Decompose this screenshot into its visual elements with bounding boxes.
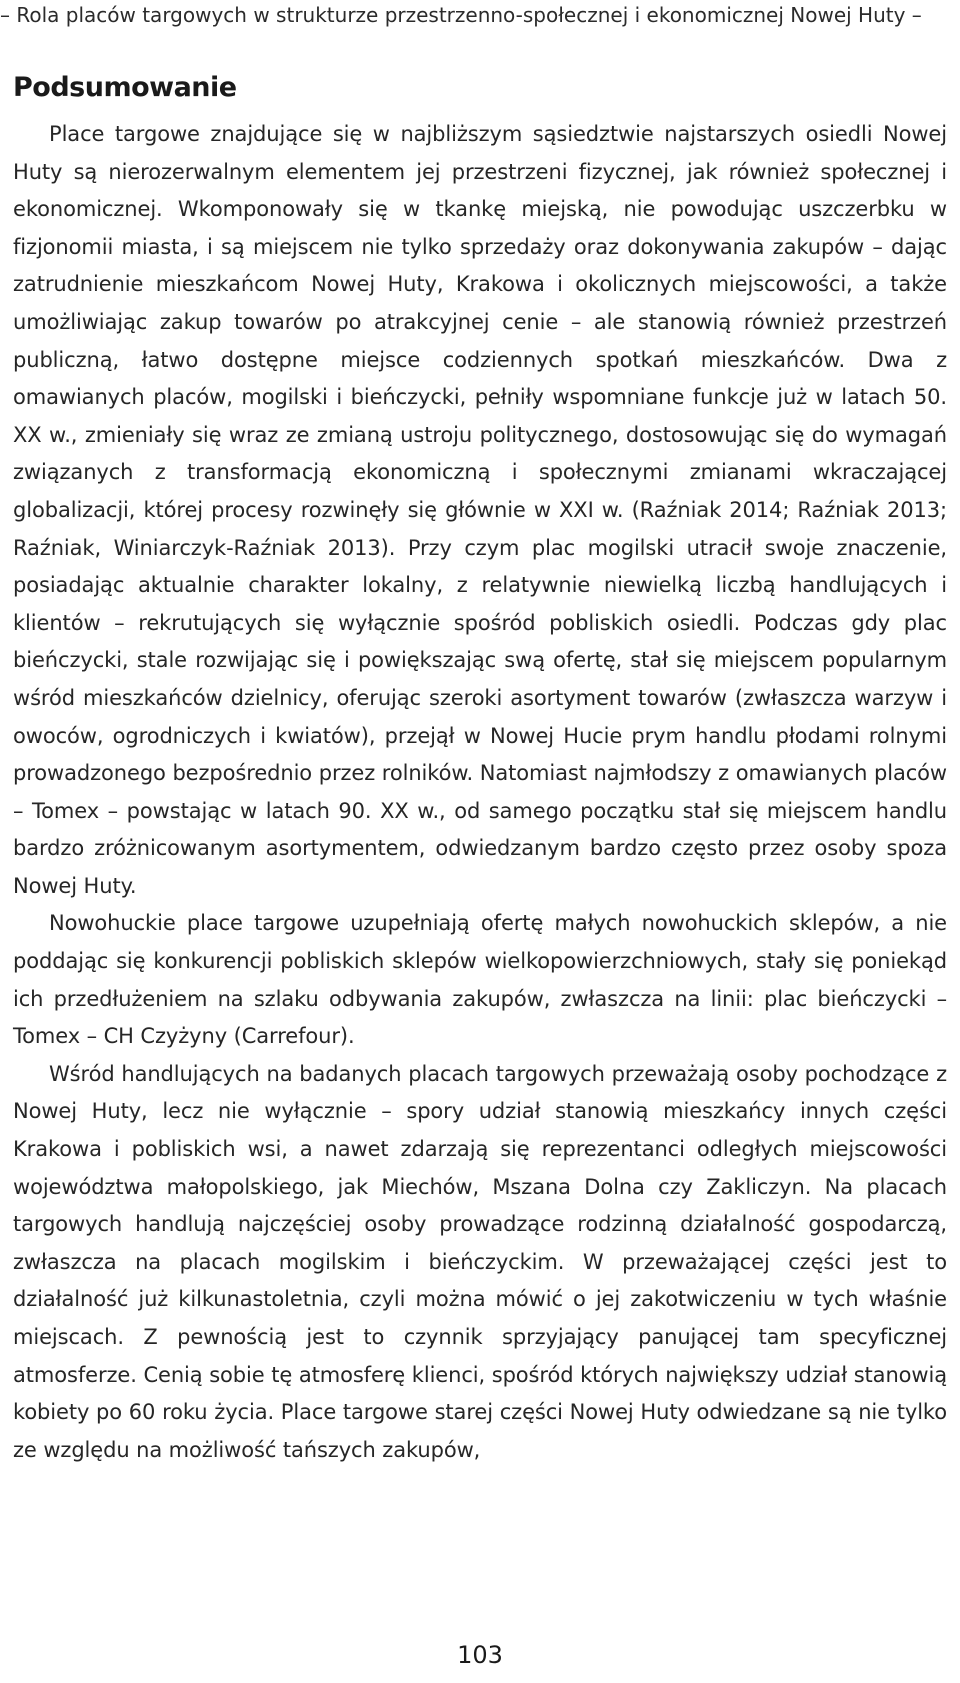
paragraph: Nowohuckie place targowe uzupełniają ofertę małych nowohuckich sklepów, a nie poddając się konkurencji pobliskich sklepów wielkopowierzchniowych, stały się poniekąd ich przedłużeniem na szlaku odbywania zakupów, zwłaszcza na linii: plac bieńczycki – Tomex – CH Czyżyny (Carrefour). [13, 911, 947, 1049]
page-number: 103 [457, 1641, 503, 1669]
section-title: Podsumowanie [13, 72, 237, 103]
running-header: – Rola placów targowych w strukturze przestrzenno-społecznej i ekonomicznej Nowej Huty – [0, 3, 922, 27]
paragraph: Wśród handlujących na badanych placach targowych przeważają osoby pochodzące z Nowej Huty, lecz nie wyłącznie – spory udział stanowią mieszkańcy innych części Krakowa i pobliskich wsi, a nawet zdarzają się reprezentanci odległych miejscowości województwa małopolskiego, jak Miechów, Mszana Dolna czy Zakliczyn. Na placach targowych handlują najczęściej osoby prowadzące rodzinną działalność gospodarczą, zwłaszcza na placach mogilskim i bieńczyckim. W przeważającej części jest to działalność już kilkunastoletnia, czyli można mówić o jej zakotwiczeniu w tych właśnie miejscach. Z pewnością jest to czynnik sprzyjający panującej tam specyficznej atmosferze. Cenią sobie tę atmosferę klienci, spośród których największy udział stanowią kobiety po 60 roku życia. Place targowe starej części Nowej Huty odwiedzane są nie tylko ze względu na możliwość tańszych zakupów, [13, 1061, 947, 1462]
body-text [13, 116, 947, 1469]
paragraph: Place targowe znajdujące się w najbliższym sąsiedztwie najstarszych osiedli Nowej Huty są nierozerwalnym elementem jej przestrzeni fizycznej, jak również społecznej i ekonomicznej. Wkomponowały się w tkankę miejską, nie powodując uszczerbku w fizjonomii miasta, i są miejscem nie tylko sprzedaży oraz dokonywania zakupów – dając zatrudnienie mieszkańcom Nowej Huty, Krakowa i okolicznych miejscowości, a także umożliwiając zakup towarów po atrakcyjnej cenie – ale stanowią również przestrzeń publiczną, łatwo dostępne miejsce codziennych spotkań mieszkańców. Dwa z omawianych placów, mogilski i bieńczycki, pełniły wspomniane funkcje już w latach 50. XX w., zmieniały się wraz ze zmianą ustroju politycznego, dostosowując się do wymagań związanych z transformacją ekonomiczną i społecznymi zmianami wkraczającej globalizacji, której procesy rozwinęły się głównie w XXI w. (Raźniak 2014; Raźniak 2013; Raźniak, Winiarczyk-Raźniak 2013). Przy czym plac mogilski utracił swoje znaczenie, posiadając aktualnie charakter lokalny, z relatywnie niewielką liczbą handlujących i klientów – rekrutujących się wyłącznie spośród pobliskich osiedli. Podczas gdy plac bieńczycki, stale rozwijając się i powiększając swą ofertę, stał się miejscem popularnym wśród mieszkańców dzielnicy, oferując szeroki asortyment towarów (zwłaszcza warzyw i owoców, ogrodniczych i kwiatów), przejął w Nowej Hucie prym handlu płodami rolnymi prowadzonego bezpośrednio przez rolników. Natomiast najmłodszy z omawianych placów – Tomex – powstając w latach 90. XX w., od samego początku stał się miejscem handlu bardzo zróżnicowanym asortymentem, odwiedzanym bardzo często przez osoby spoza Nowej Huty. [13, 122, 947, 898]
